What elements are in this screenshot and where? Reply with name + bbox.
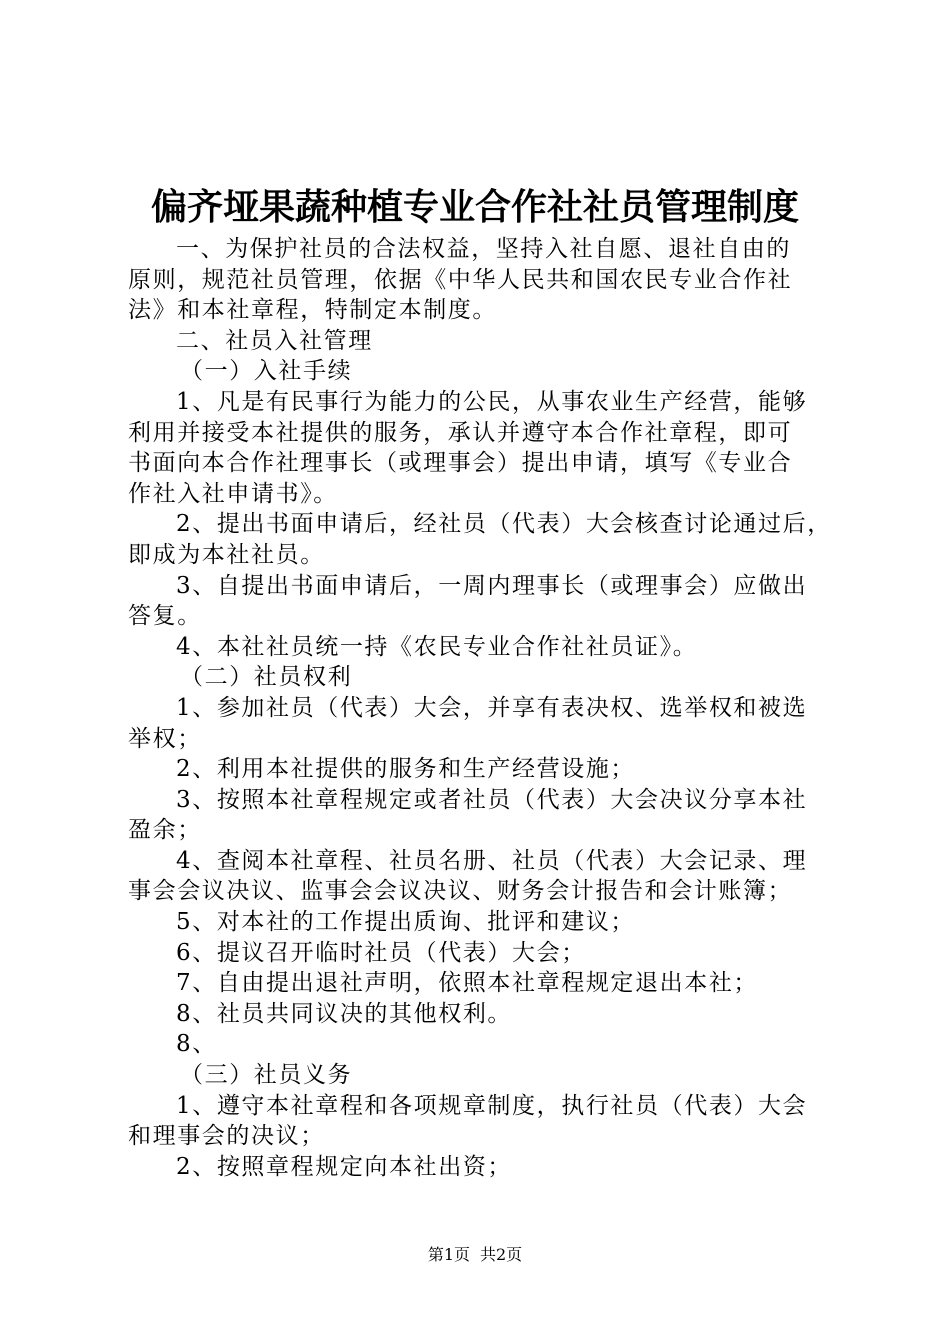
paragraph-line: 4、本社社员统一持《农民专业合作社社员证》。	[176, 633, 698, 660]
paragraph-line: 2、利用本社提供的服务和生产经营设施；	[176, 756, 636, 783]
paragraph-line: 3、按照本社章程规定或者社员（代表）大会决议分享本社	[176, 786, 808, 813]
paragraph-line: 法》和本社章程，特制定本制度。	[128, 297, 497, 324]
paragraph-line: 1、遵守本社章程和各项规章制度，执行社员（代表）大会	[176, 1092, 808, 1119]
paragraph-line: 1、凡是有民事行为能力的公民，从事农业生产经营，能够	[176, 388, 808, 415]
paragraph-line: 8、社员共同议决的其他权利。	[176, 1000, 513, 1027]
paragraph-line: 原则，规范社员管理，依据《中华人民共和国农民专业合作社	[128, 266, 793, 293]
document-body	[128, 234, 838, 1182]
paragraph-line: 作社入社申请书》。	[128, 480, 338, 507]
subsection-heading: （二）社员权利	[180, 664, 353, 691]
paragraph-line: 3、自提出书面申请后，一周内理事长（或理事会）应做出	[176, 572, 808, 599]
paragraph-line: 6、提议召开临时社员（代表）大会；	[176, 939, 586, 966]
paragraph-line: 和理事会的决议；	[128, 1123, 325, 1150]
paragraph-line: 举权；	[128, 725, 202, 752]
paragraph-line: 8、	[176, 1031, 217, 1058]
subsection-heading: （一）入社手续	[180, 358, 353, 385]
subsection-heading: （三）社员义务	[180, 1062, 353, 1089]
paragraph-line: 一、为保护社员的合法权益，坚持入社自愿、退社自由的	[176, 236, 791, 262]
document-title: 偏齐垭果蔬种植专业合作社社员管理制度	[150, 187, 799, 228]
page-total: 共2页	[480, 1245, 523, 1264]
paragraph-line: 即成为本社社员。	[128, 541, 325, 568]
page-number: 第1页	[427, 1245, 470, 1264]
paragraph-line: 5、对本社的工作提出质询、批评和建议；	[176, 909, 636, 936]
paragraph-line: 2、提出书面申请后，经社员（代表）大会核查讨论通过后，	[176, 511, 832, 538]
paragraph-line: 盈余；	[128, 817, 202, 844]
paragraph-line: 4、查阅本社章程、社员名册、社员（代表）大会记录、理	[176, 847, 808, 874]
paragraph-line: 书面向本合作社理事长（或理事会）提出申请，填写《专业合	[128, 450, 793, 477]
section-heading: 二、社员入社管理	[176, 327, 373, 354]
paragraph-line: 1、参加社员（代表）大会，并享有表决权、选举权和被选	[176, 694, 808, 721]
paragraph-line: 7、自由提出退社声明，依照本社章程规定退出本社；	[176, 970, 759, 997]
paragraph-line: 事会会议决议、监事会会议决议、财务会计报告和会计账簿；	[128, 878, 793, 905]
paragraph-line: 利用并接受本社提供的服务，承认并遵守本合作社章程，即可	[128, 419, 793, 446]
page-footer	[0, 1243, 950, 1267]
paragraph-line: 答复。	[128, 603, 202, 630]
paragraph-line: 2、按照章程规定向本社出资；	[176, 1153, 513, 1180]
